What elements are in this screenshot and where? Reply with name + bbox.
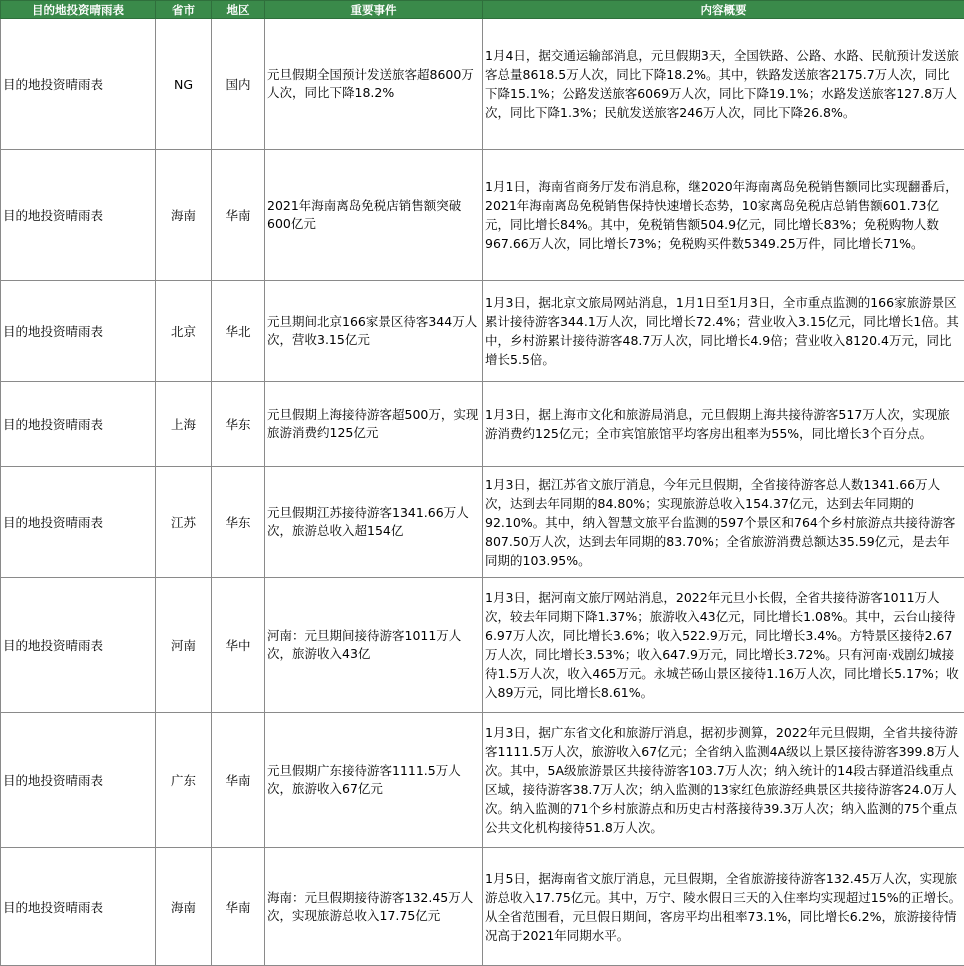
summary-cell[interactable]: 1月3日，据河南文旅厅网站消息，2022年元旦小长假，全省共接待游客1011万人次，较去年同期下降1.37%；旅游收入43亿元，同比增长1.08%。其中，云台山接待6.97万人次，同比增长3.6%；收入522.9万元，同比增长3.4%。方特景区接待2.67万人次，同比增长3.53%；收入647.9万元，同比增长3.72%。只有河南·戏剧幻城接待1.5万人次，收入465万元。永城芒砀山景区接待1.16万人次，同比增长5.17%；收入89万元，同比增长8.61%。 xyxy=(483,578,964,713)
event-cell[interactable]: 元旦假期江苏接待游客1341.66万人次，旅游总收入超154亿 xyxy=(265,467,483,578)
province-cell[interactable]: 海南 xyxy=(156,848,212,966)
table-row xyxy=(1,150,964,281)
region-cell[interactable]: 国内 xyxy=(212,19,265,150)
source-cell[interactable]: 目的地投资晴雨表 xyxy=(1,281,156,382)
source-cell[interactable]: 目的地投资晴雨表 xyxy=(1,382,156,467)
header-summary[interactable]: 内容概要 xyxy=(483,1,964,19)
province-cell[interactable]: 上海 xyxy=(156,382,212,467)
table-row xyxy=(1,281,964,382)
table-row xyxy=(1,713,964,848)
source-cell[interactable]: 目的地投资晴雨表 xyxy=(1,578,156,713)
event-cell[interactable]: 元旦期间北京166家景区待客344万人次，营收3.15亿元 xyxy=(265,281,483,382)
header-province[interactable]: 省市 xyxy=(156,1,212,19)
region-cell[interactable]: 华北 xyxy=(212,281,265,382)
event-cell[interactable]: 2021年海南离岛免税店销售额突破600亿元 xyxy=(265,150,483,281)
region-cell[interactable]: 华东 xyxy=(212,382,265,467)
region-cell[interactable]: 华东 xyxy=(212,467,265,578)
summary-cell[interactable]: 1月4日，据交通运输部消息，元旦假期3天，全国铁路、公路、水路、民航预计发送旅客总量8618.5万人次，同比下降18.2%。其中，铁路发送旅客2175.7万人次，同比下降15.1%；公路发送旅客6069万人次，同比下降19.1%；水路发送旅客127.8万人次，同比下降1.3%；民航发送旅客246万人次，同比下降26.8%。 xyxy=(483,19,964,150)
region-cell[interactable]: 华南 xyxy=(212,713,265,848)
header-event[interactable]: 重要事件 xyxy=(265,1,483,19)
event-cell[interactable]: 海南：元旦假期接待游客132.45万人次，实现旅游总收入17.75亿元 xyxy=(265,848,483,966)
source-cell[interactable]: 目的地投资晴雨表 xyxy=(1,150,156,281)
province-cell[interactable]: 北京 xyxy=(156,281,212,382)
summary-cell[interactable]: 1月3日，据广东省文化和旅游厅消息，据初步测算，2022年元旦假期，全省共接待游客1111.5万人次，旅游收入67亿元；全省纳入监测4A级以上景区接待游客399.8万人次。其中，5A级旅游景区共接待游客103.7万人次；纳入统计的14段古驿道沿线重点区域，接待游客38.7万人次；纳入监测的13家红色旅游经典景区共接待游客24.0万人次。纳入监测的71个乡村旅游点和历史古村落接待39.3万人次；纳入监测的75个重点公共文化机构接待51.8万人次。 xyxy=(483,713,964,848)
source-cell[interactable]: 目的地投资晴雨表 xyxy=(1,848,156,966)
province-cell[interactable]: 海南 xyxy=(156,150,212,281)
header-row xyxy=(1,1,964,19)
header-source[interactable]: 目的地投资晴雨表 xyxy=(1,1,156,19)
source-cell[interactable]: 目的地投资晴雨表 xyxy=(1,467,156,578)
summary-cell[interactable]: 1月5日，据海南省文旅厅消息，元旦假期，全省旅游接待游客132.45万人次，实现旅游总收入17.75亿元。其中，万宁、陵水假日三天的入住率均实现超过15%的正增长。从全省范围看，元旦假日期间，客房平均出租率73.1%，同比增长6.2%，旅游接待情况高于2021年同期水平。 xyxy=(483,848,964,966)
province-cell[interactable]: 广东 xyxy=(156,713,212,848)
province-cell[interactable]: 河南 xyxy=(156,578,212,713)
source-cell[interactable]: 目的地投资晴雨表 xyxy=(1,19,156,150)
table-row xyxy=(1,382,964,467)
province-cell[interactable]: NG xyxy=(156,19,212,150)
province-cell[interactable]: 江苏 xyxy=(156,467,212,578)
summary-cell[interactable]: 1月3日，据上海市文化和旅游局消息，元旦假期上海共接待游客517万人次，实现旅游消费约125亿元；全市宾馆旅馆平均客房出租率为55%，同比增长3个百分点。 xyxy=(483,382,964,467)
table-row xyxy=(1,19,964,150)
event-cell[interactable]: 元旦假期广东接待游客1111.5万人次，旅游收入67亿元 xyxy=(265,713,483,848)
table-row xyxy=(1,848,964,966)
region-cell[interactable]: 华南 xyxy=(212,848,265,966)
source-cell[interactable]: 目的地投资晴雨表 xyxy=(1,713,156,848)
summary-cell[interactable]: 1月1日，海南省商务厅发布消息称，继2020年海南离岛免税销售额同比实现翻番后，2021年海南离岛免税销售保持快速增长态势，10家离岛免税店总销售额601.73亿元，同比增长84%。其中，免税销售额504.9亿元，同比增长83%；免税购物人数967.66万人次，同比增长73%；免税购买件数5349.25万件，同比增长71%。 xyxy=(483,150,964,281)
header-region[interactable]: 地区 xyxy=(212,1,265,19)
table-row xyxy=(1,467,964,578)
summary-cell[interactable]: 1月3日，据北京文旅局网站消息，1月1日至1月3日，全市重点监测的166家旅游景区累计接待游客344.1万人次，同比增长72.4%；营业收入3.15亿元，同比增长1倍。其中，乡村游累计接待游客48.7万人次，同比增长4.9倍；营业收入8120.4万元，同比增长5.5倍。 xyxy=(483,281,964,382)
table-row xyxy=(1,578,964,713)
event-cell[interactable]: 河南：元旦期间接待游客1011万人次，旅游收入43亿 xyxy=(265,578,483,713)
region-cell[interactable]: 华南 xyxy=(212,150,265,281)
summary-cell[interactable]: 1月3日，据江苏省文旅厅消息，今年元旦假期，全省接待游客总人数1341.66万人次，达到去年同期的84.80%；实现旅游总收入154.37亿元，达到去年同期的92.10%。其中，纳入智慧文旅平台监测的597个景区和764个乡村旅游点共接待游客807.50万人次，达到去年同期的83.70%；全省旅游消费总额达35.59亿元，是去年同期的103.95%。 xyxy=(483,467,964,578)
event-cell[interactable]: 元旦假期上海接待游客超500万，实现旅游消费约125亿元 xyxy=(265,382,483,467)
event-cell[interactable]: 元旦假期全国预计发送旅客超8600万人次，同比下降18.2% xyxy=(265,19,483,150)
region-cell[interactable]: 华中 xyxy=(212,578,265,713)
